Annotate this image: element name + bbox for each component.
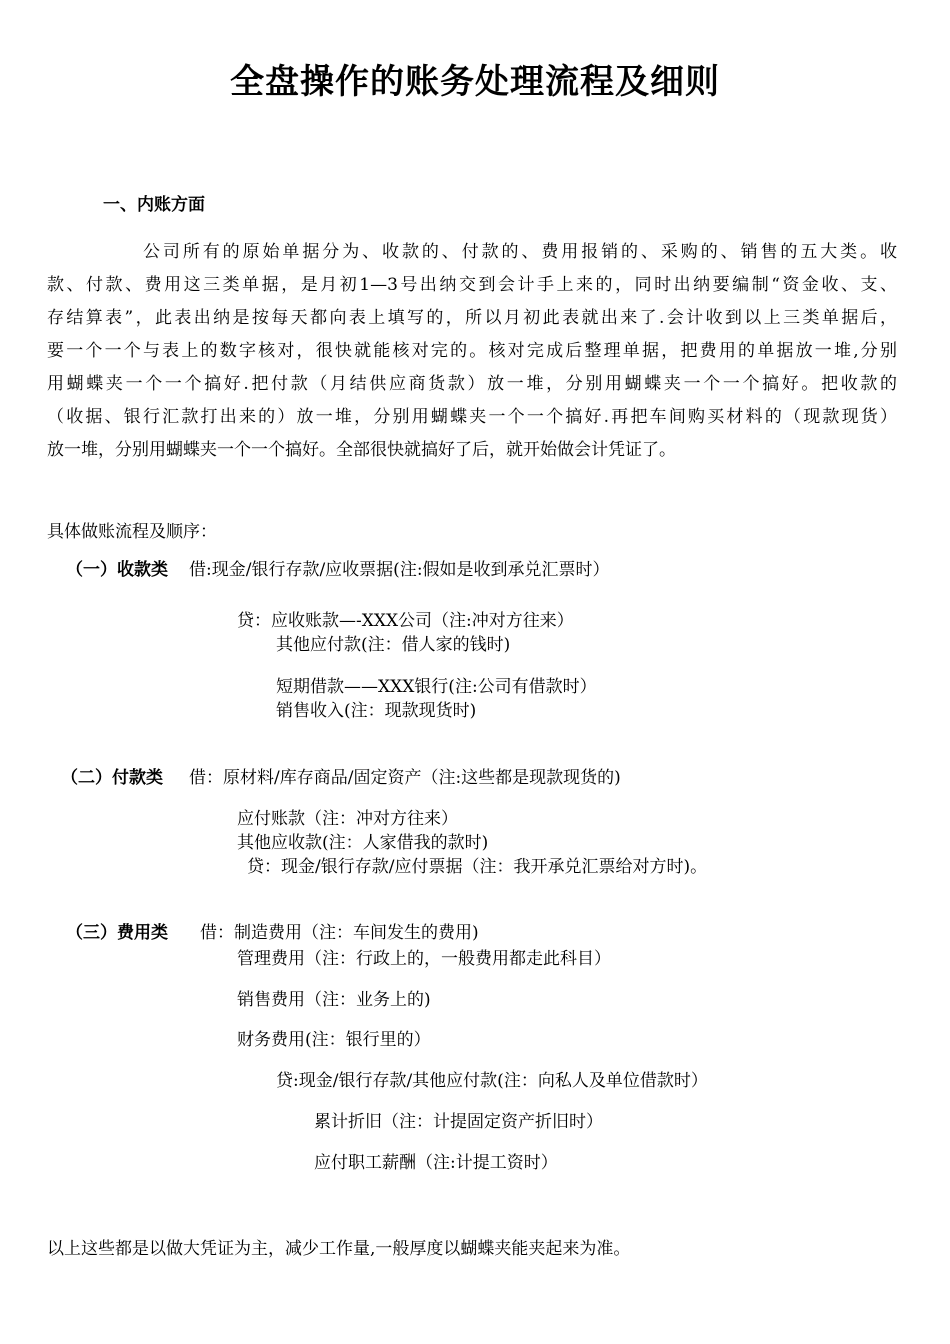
expenses-debit-1: 借：制造费用（注：车间发生的费用): [200, 923, 479, 943]
expenses-debit-3: 销售费用（注：业务上的): [237, 990, 431, 1010]
payments-debit-1: 借：原材料/库存商品/固定资产（注:这些都是现款现货的): [189, 768, 621, 788]
document-title: 全盘操作的账务处理流程及细则: [230, 62, 720, 102]
expenses-debit-2: 管理费用（注：行政上的，一般费用都走此科目）: [237, 949, 611, 969]
intro-paragraph: [47, 236, 897, 467]
expenses-credit-2: 累计折旧（注：计提固定资产折旧时）: [314, 1112, 603, 1132]
paragraph-line: 公司所有的原始单据分为、收款的、付款的、费用报销的、采购的、销售的五大类。收: [143, 242, 897, 262]
receipts-credit-2: 其他应付款(注：借人家的钱时): [276, 635, 511, 655]
expenses-credit-3: 应付职工薪酬（注:计提工资时）: [314, 1153, 558, 1173]
expenses-label: （三）费用类: [66, 923, 168, 943]
payments-debit-3: 其他应收款(注：人家借我的款时): [237, 833, 489, 853]
paragraph-line: 用蝴蝶夹一个一个搞好.把付款（月结供应商货款）放一堆，分别用蝴蝶夹一个一个搞好。把收款的: [47, 374, 897, 394]
receipts-label: （一）收款类: [66, 560, 168, 580]
expenses-debit-4: 财务费用(注：银行里的）: [237, 1030, 431, 1050]
paragraph-line: （收据、银行汇款打出来的）放一堆，分别用蝴蝶夹一个一个搞好.再把车间购买材料的（现款现货）: [47, 407, 897, 427]
paragraph-line: 款、付款、费用这三类单据，是月初1—3号出纳交到会计手上来的，同时出纳要编制“资金收、支、: [47, 275, 897, 295]
receipts-debit: 借:现金/银行存款/应收票据(注:假如是收到承兑汇票时）: [189, 560, 610, 580]
receipts-credit-1: 贷：应收账款—-XXX公司（注:冲对方往来）: [237, 611, 574, 631]
payments-credit: 贷：现金/银行存款/应付票据（注：我开承兑汇票给对方时)。: [247, 857, 708, 877]
receipts-credit-3: 短期借款——XXX银行(注:公司有借款时）: [276, 677, 597, 697]
receipts-credit-4: 销售收入(注：现款现货时): [276, 701, 477, 721]
paragraph-line: 要一个一个与表上的数字核对，很快就能核对完的。核对完成后整理单据，把费用的单据放一堆,分别: [47, 341, 897, 361]
section-heading-internal-accounts: 一、内账方面: [103, 195, 205, 215]
paragraph-line: 存结算表”，此表出纳是按每天都向表上填写的，所以月初此表就出来了.会计收到以上三类单据后，: [47, 308, 897, 328]
payments-label: （二）付款类: [61, 768, 163, 788]
closing-note: 以上这些都是以做大凭证为主，减少工作量,一般厚度以蝴蝶夹能夹起来为准。: [47, 1239, 631, 1259]
process-intro: 具体做账流程及顺序：: [47, 522, 217, 542]
paragraph-line: 放一堆，分别用蝴蝶夹一个一个搞好。全部很快就搞好了后，就开始做会计凭证了。: [47, 440, 676, 460]
expenses-credit-1: 贷:现金/银行存款/其他应付款(注：向私人及单位借款时）: [276, 1071, 708, 1091]
payments-debit-2: 应付账款（注：冲对方往来）: [237, 809, 458, 829]
